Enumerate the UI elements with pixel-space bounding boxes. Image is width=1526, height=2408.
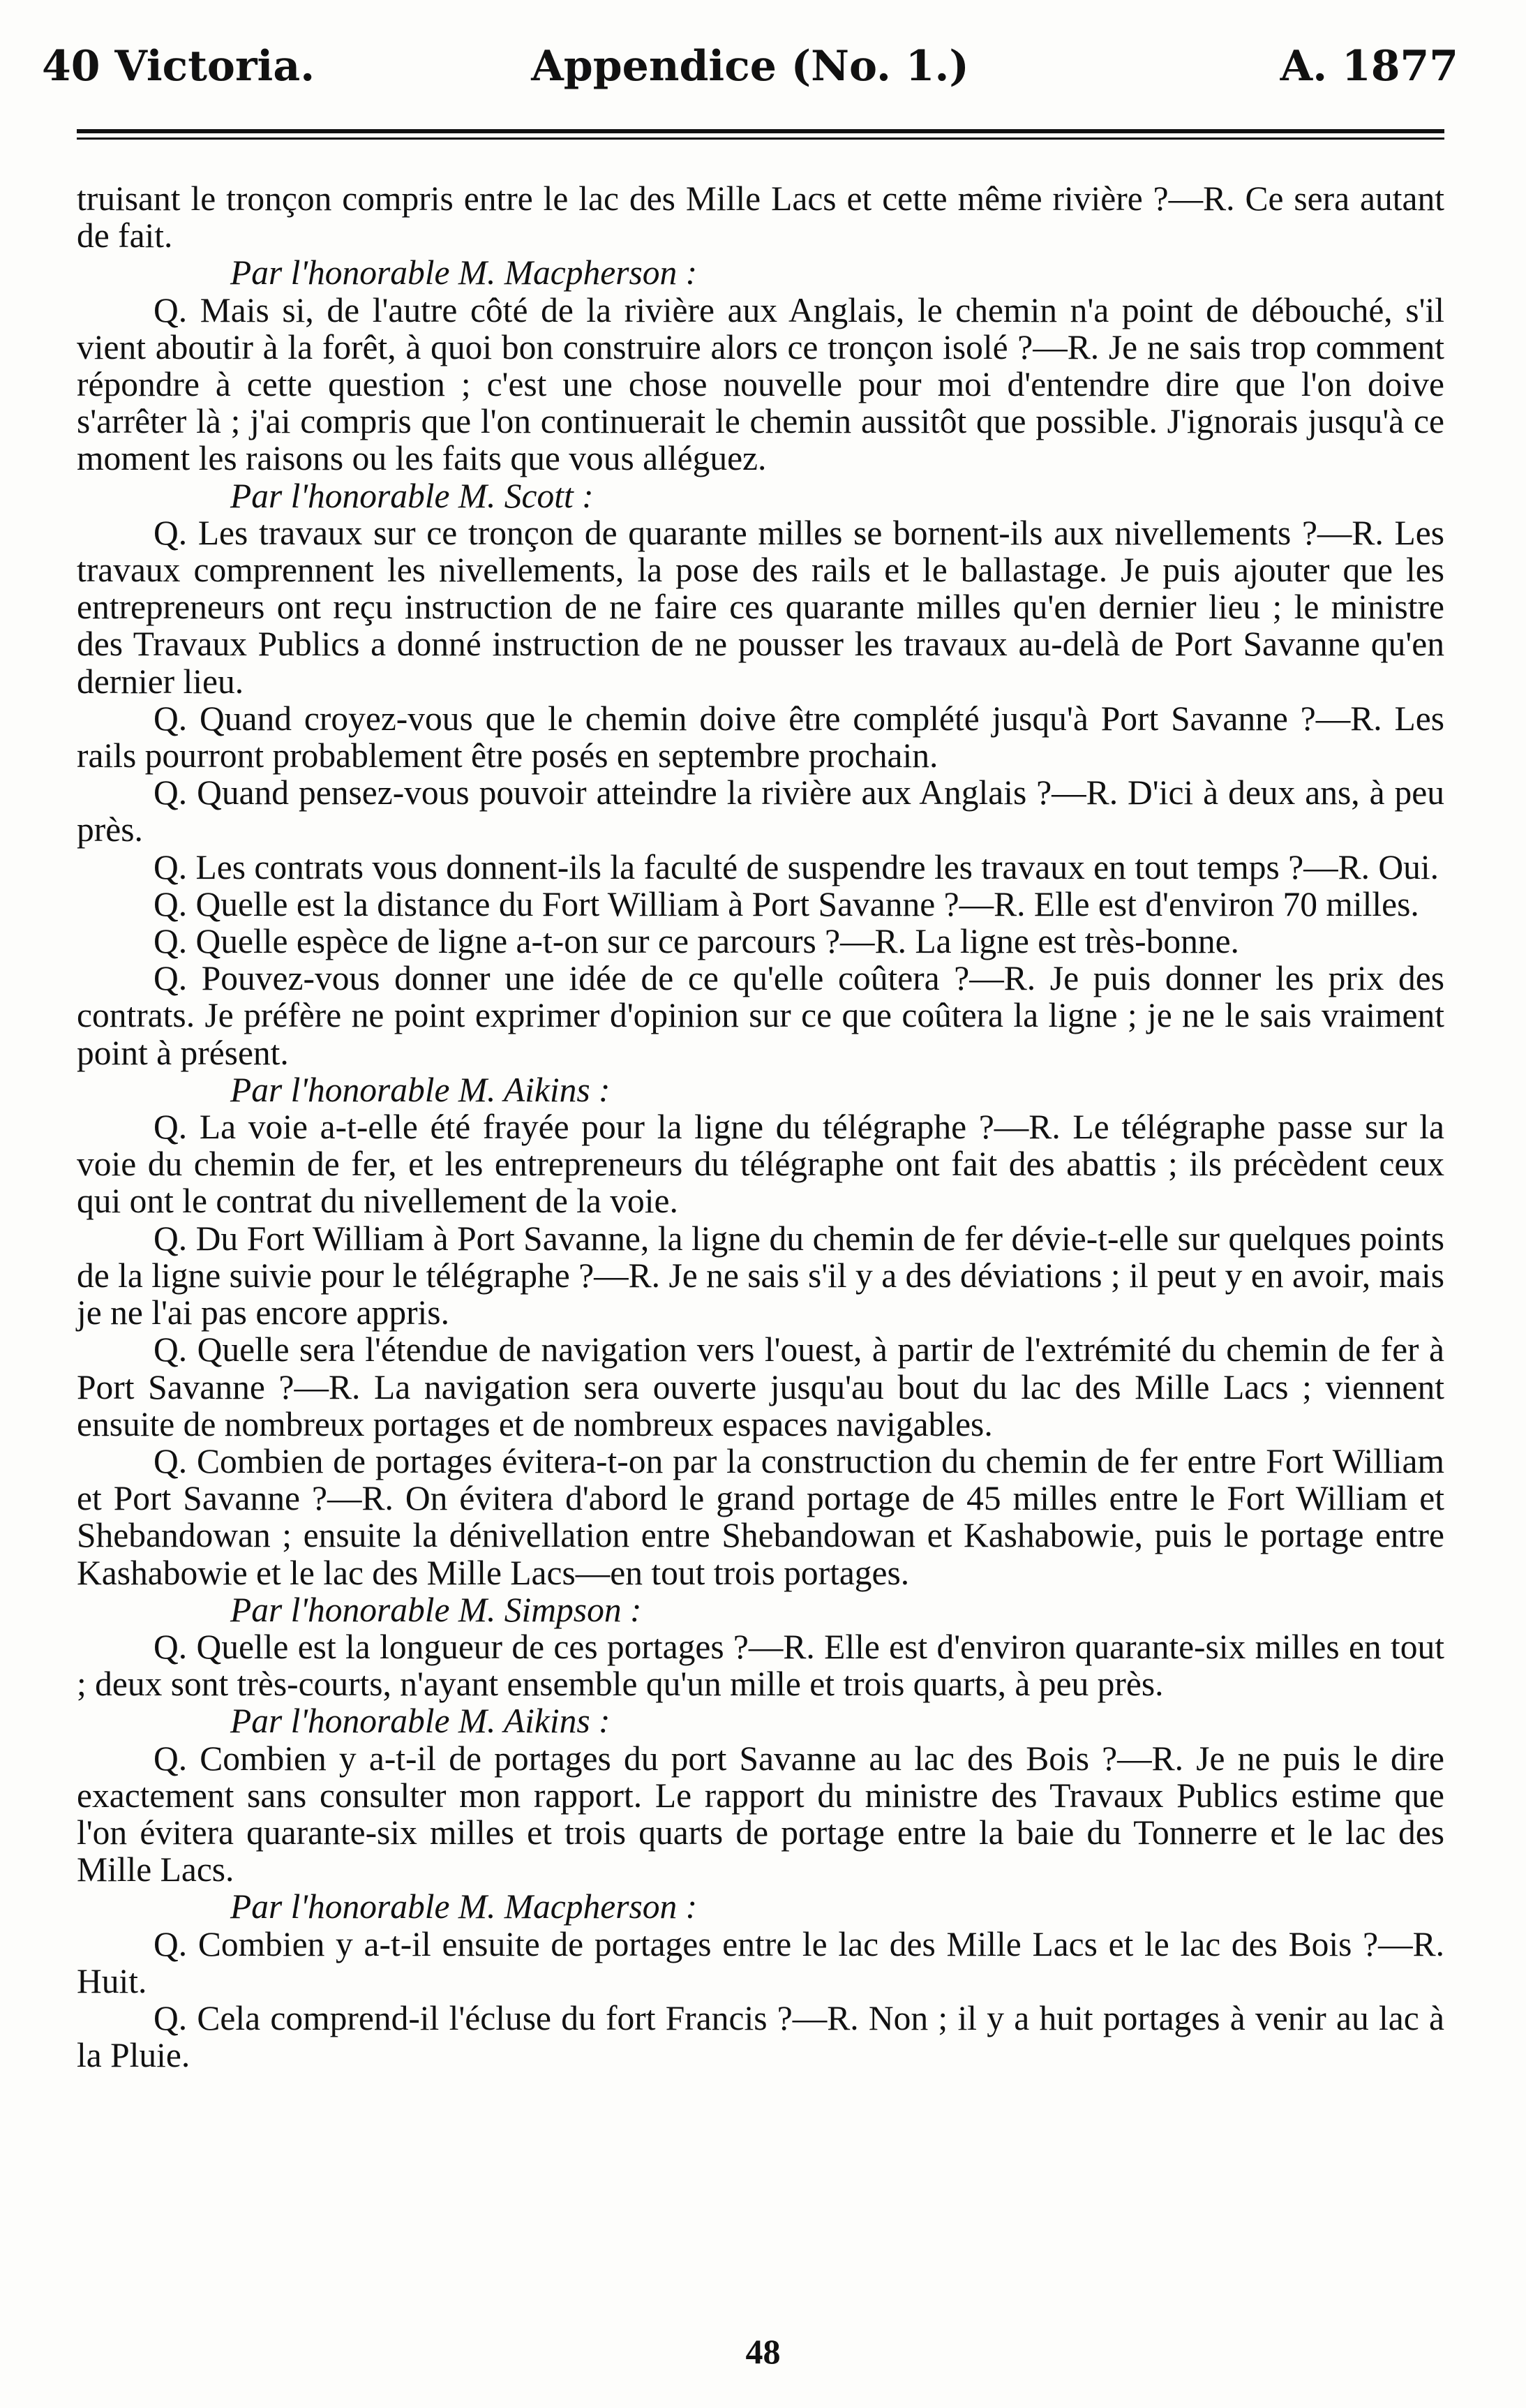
paragraph: Q. Combien de portages évitera-t-on par la construction du chemin de fer entre Fort William et Port Savanne ?—R. On évitera d'abord le grand portage de 45 milles entre le Fort William et Shebandowan ; ensuite la dénivellation entre Shebandowan et Kashabowie, puis le portage entre Kashabowie et le lac des Mille Lacs—en tout trois portages. <box>77 1441 1444 1592</box>
paragraph: Q. Quelle est la distance du Fort William à Port Savanne ?—R. Elle est d'environ 70 milles. <box>154 884 1419 923</box>
paragraph: Q. Les travaux sur ce tronçon de quarante milles se bornent-ils aux nivellements ?—R. Les travaux comprennent les nivellements, la pose des rails et le ballastage. Je puis ajouter que les entrepreneurs ont reçu instruction de ne faire ces quarante milles qu'en dernier lieu ; le ministre des Travaux Publics a donné instruction de ne pousser les travaux au-delà de Port Savanne qu'en dernier lieu. <box>77 513 1444 701</box>
header-rule-thin <box>77 138 1444 140</box>
paragraph: Q. Cela comprend-il l'écluse du fort Francis ?—R. Non ; il y a huit portages à venir au lac à la Pluie. <box>77 1998 1444 2075</box>
paragraph: Q. Pouvez-vous donner une idée de ce qu'elle coûtera ?—R. Je puis donner les prix des contrats. Je préfère ne point exprimer d'opinion sur ce que coûtera la ligne ; je ne le sais vraiment point à présent. <box>77 959 1444 1072</box>
document-body <box>77 180 1444 2074</box>
speaker-heading: Par l'honorable M. Macpherson : <box>230 1887 698 1926</box>
speaker-heading: Par l'honorable M. Aikins : <box>230 1702 611 1741</box>
paragraph: Q. Quand pensez-vous pouvoir atteindre la rivière aux Anglais ?—R. D'ici à deux ans, à peu près. <box>77 773 1444 849</box>
speaker-heading: Par l'honorable M. Macpherson : <box>230 253 698 292</box>
paragraph: Q. Quand croyez-vous que le chemin doive être complété jusqu'à Port Savanne ?—R. Les rails pourront probablement être posés en septembre prochain. <box>77 699 1444 775</box>
paragraph: Q. La voie a-t-elle été frayée pour la ligne du télégraphe ?—R. Le télégraphe passe sur la voie du chemin de fer, et les entrepreneurs du télégraphe ont fait des abattis ; ils précèdent ceux qui ont le contrat du nivellement de la voie. <box>77 1108 1444 1221</box>
speaker-heading: Par l'honorable M. Aikins : <box>230 1070 611 1109</box>
paragraph: Q. Du Fort William à Port Savanne, la ligne du chemin de fer dévie-t-elle sur quelques points de la ligne suivie pour le télégraphe ?—R. Je ne sais s'il y a des déviations ; il peut y en avoir, mais je ne l'ai pas encore appris. <box>77 1219 1444 1332</box>
paragraph: Q. Mais si, de l'autre côté de la rivière aux Anglais, le chemin n'a point de débouché, s'il vient aboutir à la forêt, à quoi bon construire alors ce tronçon isolé ?—R. Je ne sais trop comment répondre à cette question ; c'est une chose nouvelle pour moi d'entendre dire que l'on doive s'arrêter là ; j'ai compris que l'on continuerait le chemin aussitôt que possible. J'ignorais jusqu'à ce moment les raisons ou les faits que vous alléguez. <box>77 290 1444 478</box>
page-number: 48 <box>745 2332 781 2371</box>
speaker-heading: Par l'honorable M. Simpson : <box>230 1590 642 1629</box>
paragraph: Q. Les contrats vous donnent-ils la faculté de suspendre les travaux en tout temps ?—R. Oui. <box>154 847 1439 886</box>
header-appendix: Appendice (No. 1.) <box>531 42 969 91</box>
speaker-heading: Par l'honorable M. Scott : <box>230 476 594 515</box>
page-header <box>42 42 1458 112</box>
paragraph: Q. Quelle espèce de ligne a-t-on sur ce parcours ?—R. La ligne est très-bonne. <box>154 922 1239 961</box>
paragraph: Q. Quelle sera l'étendue de navigation vers l'ouest, à partir de l'extrémité du chemin de fer à Port Savanne ?—R. La navigation sera ouverte jusqu'au bout du lac des Mille Lacs ; viennent ensuite de nombreux portages et de nombreux espaces navigables. <box>77 1330 1444 1443</box>
paragraph: truisant le tronçon compris entre le lac des Mille Lacs et cette même rivière ?—R. Ce sera autant de fait. <box>77 179 1444 255</box>
header-year: A. 1877 <box>1280 42 1458 91</box>
paragraph: Q. Combien y a-t-il ensuite de portages entre le lac des Mille Lacs et le lac des Bois ?—R. Huit. <box>77 1924 1444 2000</box>
header-session: 40 Victoria. <box>42 42 315 91</box>
paragraph: Q. Quelle est la longueur de ces portages ?—R. Elle est d'environ quarante-six milles en tout ; deux sont très-courts, n'ayant ensemble qu'un mille et trois quarts, à peu près. <box>77 1627 1444 1704</box>
paragraph: Q. Combien y a-t-il de portages du port Savanne au lac des Bois ?—R. Je ne puis le dire exactement sans consulter mon rapport. Le rapport du ministre des Travaux Publics estime que l'on évitera quarante-six milles et trois quarts de portage entre la baie du Tonnerre et le lac des Mille Lacs. <box>77 1739 1444 1889</box>
header-rule-thick <box>77 129 1444 133</box>
